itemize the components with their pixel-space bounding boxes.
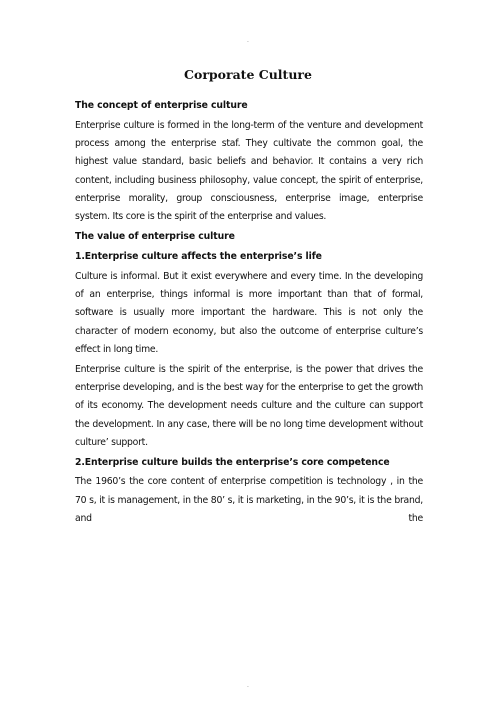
page-title: Corporate Culture	[184, 67, 312, 82]
paragraph-life-1: Culture is informal. But it exist everywhere and every time. In the developing of an enterprise, things informal is more important than that of formal, software is usually more important the hardware. This is not only the character of modern economy, but also the outcome of enterprise culture’s effect in long time.	[75, 270, 423, 355]
section-heading-value: The value of enterprise culture	[75, 231, 235, 243]
footer-mark: .	[247, 682, 249, 689]
subsection-heading-competence: 2.Enterprise culture builds the enterprise’s core competence	[75, 456, 390, 468]
paragraph-competence: The 1960’s the core content of enterprise competition is technology , in the 70 s, it is management, in the 80’ s, it is marketing, in the 90’s, it is the brand, and the	[75, 476, 423, 525]
subsection-heading-life: 1.Enterprise culture affects the enterprise’s life	[75, 250, 322, 262]
paragraph-concept: Enterprise culture is formed in the long-term of the venture and development process among the enterprise staf. They cultivate the common goal, the highest value standard, basic beliefs and behavior. It contains a very rich content, including business philosophy, value concept, the spirit of enterprise, enterprise morality, group consciousness, enterprise image, enterprise system. Its core is the spirit of the enterprise and values.	[75, 119, 423, 223]
paragraph-life-2: Enterprise culture is the spirit of the enterprise, is the power that drives the enterprise developing, and is the best way for the enterprise to get the growth of its economy. The development needs culture and the culture can support the development. In any case, there will be no long time development without culture’ support.	[75, 363, 423, 448]
section-heading-concept: The concept of enterprise culture	[75, 100, 248, 111]
document-body	[75, 97, 423, 530]
header-mark: .	[247, 37, 249, 44]
